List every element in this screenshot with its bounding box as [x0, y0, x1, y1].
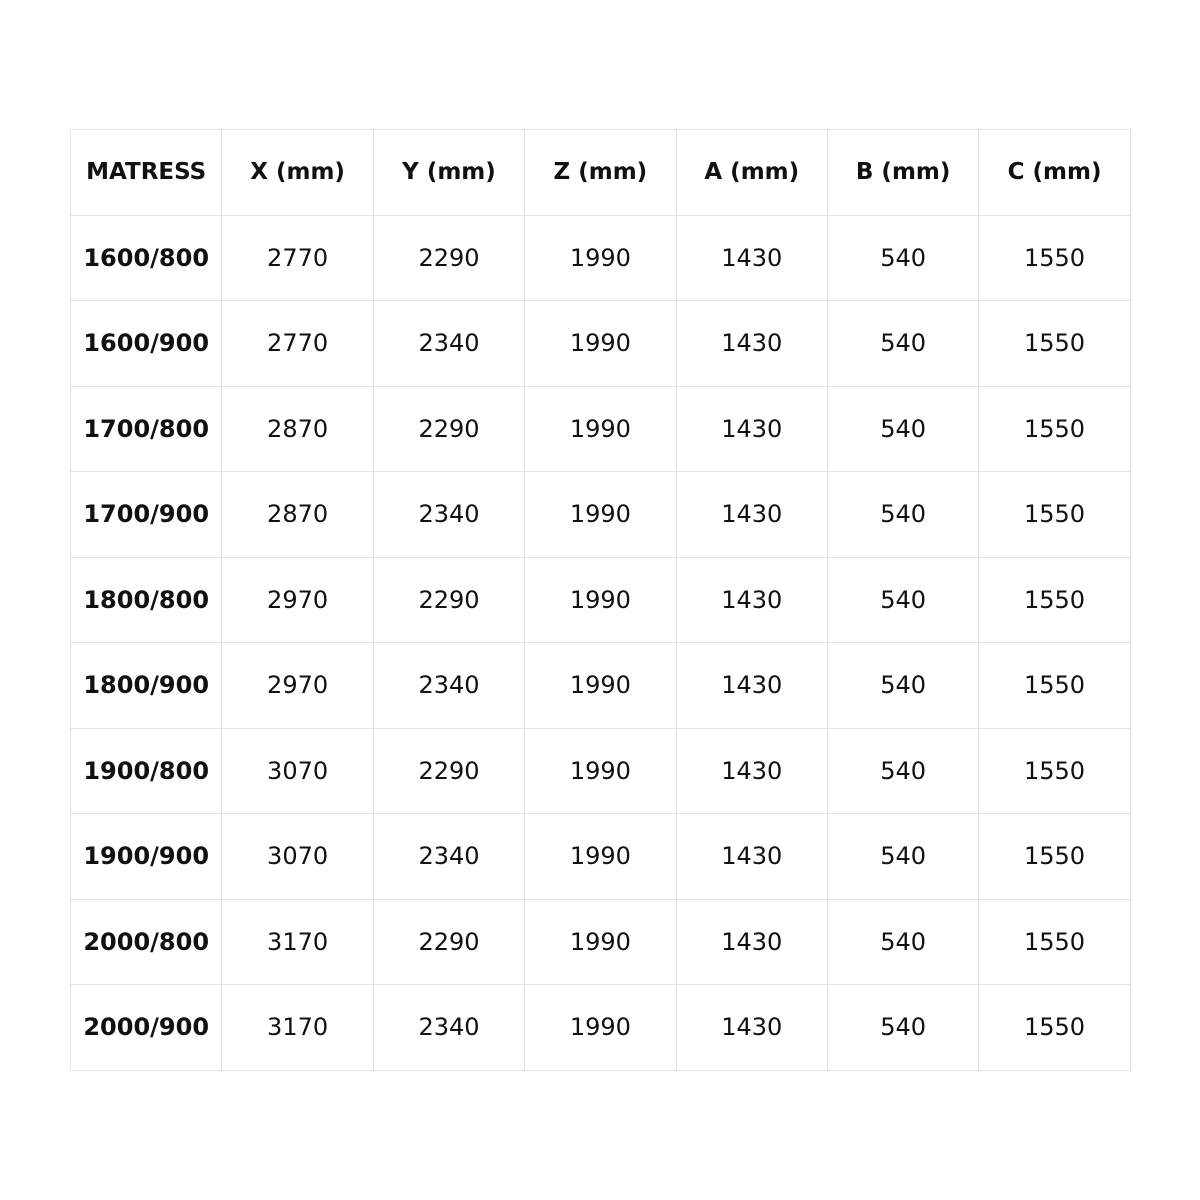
cell-x: 2970	[222, 643, 373, 729]
cell-x: 3070	[222, 728, 373, 814]
cell-b: 540	[827, 814, 978, 900]
cell-y: 2340	[373, 985, 524, 1071]
table-row	[71, 472, 1131, 558]
header-z: Z (mm)	[525, 130, 676, 216]
cell-c: 1550	[979, 301, 1130, 387]
cell-z: 1990	[525, 557, 676, 643]
cell-y: 2340	[373, 301, 524, 387]
cell-a: 1430	[676, 899, 827, 985]
cell-a: 1430	[676, 728, 827, 814]
cell-y: 2290	[373, 728, 524, 814]
cell-b: 540	[827, 301, 978, 387]
cell-a: 1430	[676, 557, 827, 643]
cell-b: 540	[827, 557, 978, 643]
cell-z: 1990	[525, 215, 676, 301]
cell-b: 540	[827, 215, 978, 301]
table-row	[71, 215, 1131, 301]
cell-x: 2770	[222, 215, 373, 301]
table-row	[71, 899, 1131, 985]
table-row	[71, 643, 1131, 729]
cell-b: 540	[827, 985, 978, 1071]
row-label: 1900/800	[71, 728, 222, 814]
table-row	[71, 985, 1131, 1071]
cell-a: 1430	[676, 472, 827, 558]
cell-z: 1990	[525, 301, 676, 387]
cell-a: 1430	[676, 215, 827, 301]
cell-z: 1990	[525, 472, 676, 558]
cell-y: 2290	[373, 386, 524, 472]
row-label: 2000/900	[71, 985, 222, 1071]
table-row	[71, 728, 1131, 814]
row-label: 1800/800	[71, 557, 222, 643]
size-table	[70, 129, 1131, 1071]
header-b: B (mm)	[827, 130, 978, 216]
table-header-row	[71, 130, 1131, 216]
cell-c: 1550	[979, 386, 1130, 472]
cell-c: 1550	[979, 472, 1130, 558]
row-label: 1600/900	[71, 301, 222, 387]
cell-a: 1430	[676, 643, 827, 729]
cell-y: 2290	[373, 557, 524, 643]
cell-x: 2770	[222, 301, 373, 387]
row-label: 1700/800	[71, 386, 222, 472]
header-a: A (mm)	[676, 130, 827, 216]
row-label: 1600/800	[71, 215, 222, 301]
cell-b: 540	[827, 899, 978, 985]
cell-x: 2970	[222, 557, 373, 643]
cell-c: 1550	[979, 557, 1130, 643]
header-matress: MATRESS	[71, 130, 222, 216]
cell-z: 1990	[525, 386, 676, 472]
cell-x: 3070	[222, 814, 373, 900]
cell-a: 1430	[676, 985, 827, 1071]
cell-x: 2870	[222, 472, 373, 558]
cell-z: 1990	[525, 985, 676, 1071]
cell-y: 2290	[373, 215, 524, 301]
cell-y: 2340	[373, 472, 524, 558]
row-label: 1700/900	[71, 472, 222, 558]
cell-c: 1550	[979, 985, 1130, 1071]
cell-c: 1550	[979, 899, 1130, 985]
cell-b: 540	[827, 728, 978, 814]
cell-x: 3170	[222, 899, 373, 985]
cell-y: 2290	[373, 899, 524, 985]
table-row	[71, 386, 1131, 472]
cell-z: 1990	[525, 814, 676, 900]
row-label: 1900/900	[71, 814, 222, 900]
cell-y: 2340	[373, 814, 524, 900]
cell-a: 1430	[676, 301, 827, 387]
cell-x: 2870	[222, 386, 373, 472]
cell-z: 1990	[525, 643, 676, 729]
cell-a: 1430	[676, 386, 827, 472]
cell-c: 1550	[979, 643, 1130, 729]
cell-c: 1550	[979, 814, 1130, 900]
cell-c: 1550	[979, 728, 1130, 814]
cell-a: 1430	[676, 814, 827, 900]
size-table-container	[70, 129, 1130, 1071]
header-c: C (mm)	[979, 130, 1130, 216]
table-row	[71, 301, 1131, 387]
cell-b: 540	[827, 472, 978, 558]
table-row	[71, 557, 1131, 643]
cell-z: 1990	[525, 899, 676, 985]
row-label: 2000/800	[71, 899, 222, 985]
cell-x: 3170	[222, 985, 373, 1071]
cell-c: 1550	[979, 215, 1130, 301]
row-label: 1800/900	[71, 643, 222, 729]
header-y: Y (mm)	[373, 130, 524, 216]
cell-b: 540	[827, 643, 978, 729]
table-row	[71, 814, 1131, 900]
cell-y: 2340	[373, 643, 524, 729]
cell-b: 540	[827, 386, 978, 472]
cell-z: 1990	[525, 728, 676, 814]
header-x: X (mm)	[222, 130, 373, 216]
